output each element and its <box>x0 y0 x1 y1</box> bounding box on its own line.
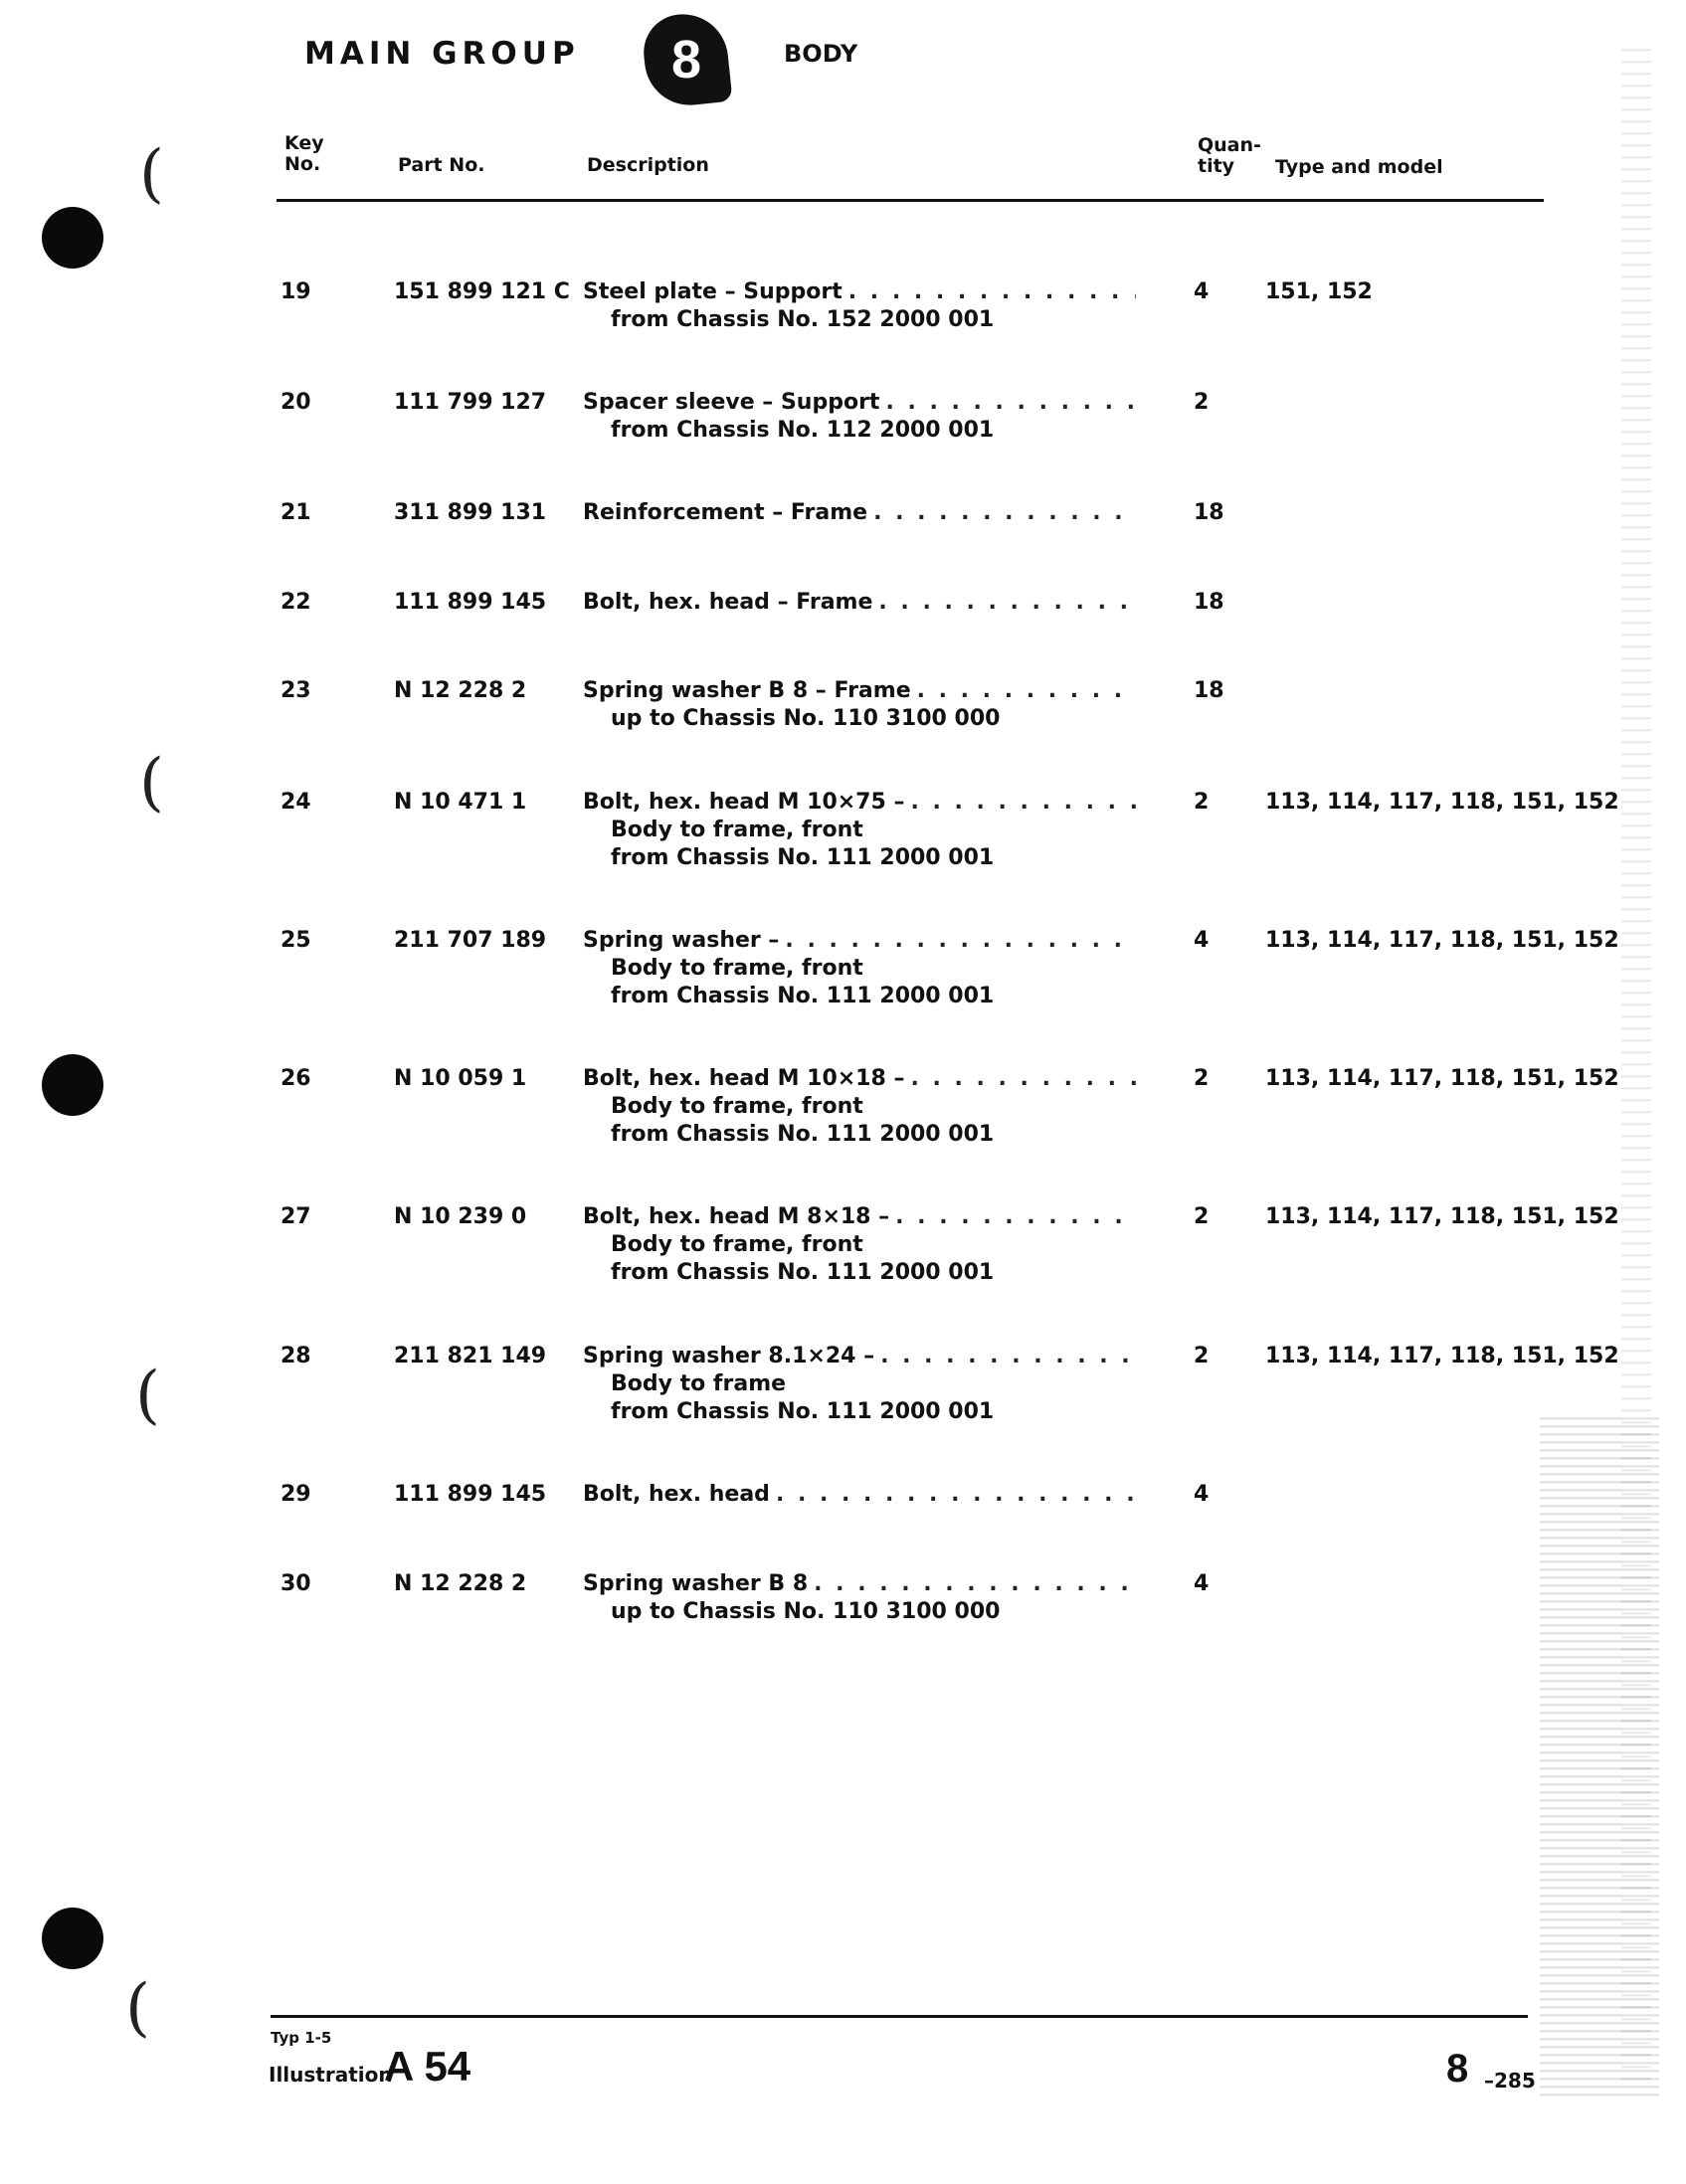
binder-hole-middle <box>42 1054 103 1116</box>
footer-rule <box>271 2015 1528 2018</box>
quantity: 4 <box>1194 279 1210 304</box>
quantity: 18 <box>1194 590 1224 615</box>
key-no: 26 <box>281 1066 311 1091</box>
description-subline: Body to frame, front <box>611 818 863 842</box>
type-model: 113, 114, 117, 118, 151, 152 <box>1265 1066 1619 1091</box>
col-quantity <box>1198 135 1261 177</box>
bracket-mark: ( <box>139 746 164 819</box>
description-subline: up to Chassis No. 110 3100 000 <box>611 1599 1001 1624</box>
main-group-label: MAIN GROUP <box>304 36 580 72</box>
col-quantity-line2: tity <box>1198 155 1235 177</box>
col-key-no-line2: No. <box>284 153 321 175</box>
description-main <box>583 1065 1136 1093</box>
bracket-mark: ( <box>125 1971 150 2045</box>
dot-leader <box>880 1343 1136 1370</box>
description-main <box>583 1570 1136 1598</box>
description <box>583 499 1136 527</box>
scan-edge-shadow <box>1540 1412 1659 2098</box>
col-type-model: Type and model <box>1275 156 1443 178</box>
description-main <box>583 499 1136 527</box>
description-text: Reinforcement – Frame <box>583 500 868 525</box>
quantity: 2 <box>1194 1344 1210 1368</box>
quantity: 4 <box>1194 1571 1210 1596</box>
description-main <box>583 1203 1136 1231</box>
key-no: 24 <box>281 790 311 815</box>
description <box>583 789 1136 872</box>
part-no: N 10 471 1 <box>394 790 527 815</box>
description-main <box>583 589 1136 617</box>
key-no: 25 <box>281 928 311 953</box>
description-main <box>583 389 1136 417</box>
description-main <box>583 278 1136 306</box>
description <box>583 589 1136 617</box>
description <box>583 278 1136 334</box>
description-subline: Body to frame, front <box>611 956 863 981</box>
bracket-mark: ( <box>135 1359 160 1432</box>
description-subline: from Chassis No. 112 2000 001 <box>611 418 995 443</box>
dot-leader <box>910 789 1136 817</box>
description-subline: from Chassis No. 111 2000 001 <box>611 1260 995 1285</box>
binder-hole-bottom <box>42 1908 103 1969</box>
page-number-main: 8 <box>1446 2047 1469 2091</box>
col-key-no <box>284 133 324 175</box>
description-text: Bolt, hex. head M 8×18 – <box>583 1204 890 1229</box>
description-main <box>583 789 1136 817</box>
header-rule <box>277 199 1544 202</box>
quantity: 2 <box>1194 390 1210 415</box>
part-no: 311 899 131 <box>394 500 547 525</box>
part-no: 111 899 145 <box>394 590 547 615</box>
description-subline: Body to frame <box>611 1371 787 1396</box>
description-subline: up to Chassis No. 110 3100 000 <box>611 706 1001 731</box>
key-no: 29 <box>281 1482 311 1507</box>
part-no: 111 799 127 <box>394 390 547 415</box>
part-no: N 10 239 0 <box>394 1204 527 1229</box>
description-subline: Body to frame, front <box>611 1094 863 1119</box>
type-model: 113, 114, 117, 118, 151, 152 <box>1265 1344 1619 1368</box>
part-no: N 12 228 2 <box>394 678 527 703</box>
description <box>583 1065 1136 1149</box>
description-text: Spring washer – <box>583 928 780 953</box>
quantity: 4 <box>1194 928 1210 953</box>
description-text: Spring washer 8.1×24 – <box>583 1344 875 1368</box>
description-text: Bolt, hex. head M 10×18 – <box>583 1066 905 1091</box>
description-text: Spring washer B 8 <box>583 1571 809 1596</box>
key-no: 22 <box>281 590 311 615</box>
part-no: 111 899 145 <box>394 1482 547 1507</box>
col-description: Description <box>587 154 709 176</box>
description-subline: from Chassis No. 111 2000 001 <box>611 845 995 870</box>
description-subline: from Chassis No. 111 2000 001 <box>611 984 995 1008</box>
type-range: Typ 1-5 <box>271 2029 332 2047</box>
description-main <box>583 1481 1136 1509</box>
dot-leader <box>848 278 1136 306</box>
dot-leader <box>776 1481 1136 1509</box>
dot-leader <box>895 1203 1136 1231</box>
key-no: 30 <box>281 1571 311 1596</box>
description <box>583 1481 1136 1509</box>
type-model: 113, 114, 117, 118, 151, 152 <box>1265 790 1619 815</box>
description-text: Bolt, hex. head – Frame <box>583 590 873 615</box>
description-main <box>583 927 1136 955</box>
col-part-no: Part No. <box>398 154 485 176</box>
binder-hole-top <box>42 207 103 269</box>
description <box>583 1343 1136 1426</box>
description-main <box>583 677 1136 705</box>
quantity: 2 <box>1194 790 1210 815</box>
page-number-suffix: –285 <box>1484 2069 1536 2093</box>
type-model: 113, 114, 117, 118, 151, 152 <box>1265 928 1619 953</box>
dot-leader <box>917 677 1136 705</box>
quantity: 4 <box>1194 1482 1210 1507</box>
bracket-mark: ( <box>139 137 164 211</box>
description <box>583 1570 1136 1626</box>
description-subline: Body to frame, front <box>611 1232 863 1257</box>
dot-leader <box>814 1570 1136 1598</box>
description-text: Steel plate – Support <box>583 279 843 304</box>
part-no: N 10 059 1 <box>394 1066 527 1091</box>
key-no: 23 <box>281 678 311 703</box>
quantity: 18 <box>1194 500 1224 525</box>
part-no: N 12 228 2 <box>394 1571 527 1596</box>
col-quantity-line1: Quan- <box>1198 134 1261 156</box>
description-text: Bolt, hex. head <box>583 1482 770 1507</box>
description <box>583 1203 1136 1287</box>
description-main <box>583 1343 1136 1370</box>
key-no: 28 <box>281 1344 311 1368</box>
type-model: 113, 114, 117, 118, 151, 152 <box>1265 1204 1619 1229</box>
dot-leader <box>873 499 1136 527</box>
illustration-code: A 54 <box>384 2043 471 2090</box>
description-text: Spring washer B 8 – Frame <box>583 678 911 703</box>
description-subline: from Chassis No. 111 2000 001 <box>611 1122 995 1147</box>
part-no: 151 899 121 C <box>394 279 570 304</box>
quantity: 2 <box>1194 1204 1210 1229</box>
illustration-label: Illustration <box>269 2063 393 2087</box>
part-no: 211 821 149 <box>394 1344 547 1368</box>
key-no: 21 <box>281 500 311 525</box>
description-subline: from Chassis No. 111 2000 001 <box>611 1399 995 1424</box>
description <box>583 927 1136 1010</box>
key-no: 27 <box>281 1204 311 1229</box>
description-text: Spacer sleeve – Support <box>583 390 880 415</box>
group-number-badge <box>640 10 732 109</box>
quantity: 18 <box>1194 678 1224 703</box>
description-subline: from Chassis No. 152 2000 001 <box>611 307 995 332</box>
group-number: 8 <box>670 30 702 91</box>
dot-leader <box>878 589 1136 617</box>
dot-leader <box>885 389 1136 417</box>
description <box>583 389 1136 445</box>
dot-leader <box>785 927 1136 955</box>
part-no: 211 707 189 <box>394 928 547 953</box>
dot-leader <box>910 1065 1136 1093</box>
type-model: 151, 152 <box>1265 279 1373 304</box>
quantity: 2 <box>1194 1066 1210 1091</box>
col-key-no-line1: Key <box>284 132 324 154</box>
description-text: Bolt, hex. head M 10×75 – <box>583 790 905 815</box>
group-name: BODY <box>784 40 858 68</box>
key-no: 20 <box>281 390 311 415</box>
key-no: 19 <box>281 279 311 304</box>
description <box>583 677 1136 733</box>
